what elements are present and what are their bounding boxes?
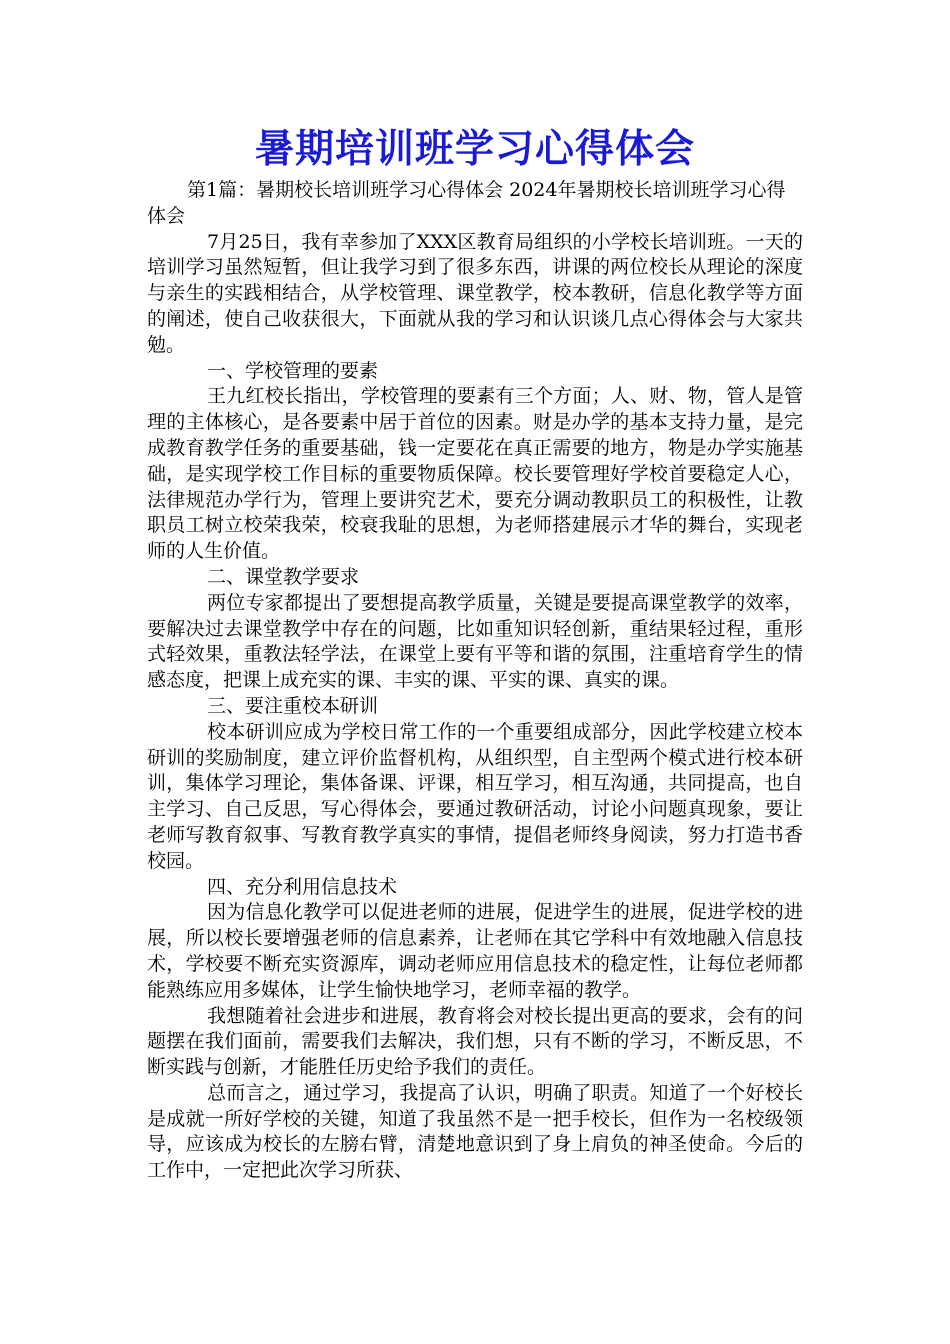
paragraph-section-3: 校本研训应成为学校日常工作的一个重要组成部分，因此学校建立校本研训的奖励制度，建立评价监督机构，从组织型，自主型两个模式进行校本研训，集体学习理论，集体备课、评课，相互学习，相互沟通，共同提高，也自主学习、自己反思，写心得体会，要通过教研活动，讨论小问题真现象，要让老师写教育叙事、写教育教学真实的事情，提倡老师终身阅读，努力打造书香校园。 bbox=[147, 720, 803, 872]
paragraph-conclusion: 总而言之，通过学习，我提高了认识，明确了职责。知道了一个好校长是成就一所好学校的关键，知道了我虽然不是一把手校长，但作为一名校级领导，应该成为校长的左膀右臂，清楚地意识到了身上肩负的神圣使命。今后的工作中，一定把此次学习所获、 bbox=[147, 1081, 803, 1182]
document-title: 暑期培训班学习心得体会 bbox=[254, 126, 695, 172]
section-heading-3: 三、要注重校本研训 bbox=[207, 694, 379, 717]
document-subtitle: 第1篇：暑期校长培训班学习心得体会 2024年暑期校长培训班学习心得体会 bbox=[147, 179, 786, 227]
section-heading-1: 一、学校管理的要素 bbox=[207, 359, 379, 382]
paragraph-section-1: 王九红校长指出，学校管理的要素有三个方面；人、财、物，管人是管理的主体核心，是各要素中居于首位的因素。财是办学的基本支持力量，是完成教育教学任务的重要基础，钱一定要花在真正需要的地方，物是办学实施基础，是实现学校工作目标的重要物质保障。校长要管理好学校首要稳定人心，法律规范办学行为，管理上要讲究艺术，要充分调动教职员工的积极性，让教职员工树立校荣我荣，校衰我耻的思想，为老师搭建展示才华的舞台，实现老师的人生价值。 bbox=[147, 385, 803, 563]
paragraph-section-2: 两位专家都提出了要想提高教学质量，关键是要提高课堂教学的效率，要解决过去课堂教学中存在的问题，比如重知识轻创新，重结果轻过程，重形式轻效果，重教法轻学法，在课堂上要有平等和谐的氛围，注重培育学生的情感态度，把课上成充实的课、丰实的课、平实的课、真实的课。 bbox=[147, 591, 803, 692]
paragraph-intro: 7月25日，我有幸参加了XXX区教育局组织的小学校长培训班。一天的培训学习虽然短暂，但让我学习到了很多东西，讲课的两位校长从理论的深度与亲生的实践相结合，从学校管理、课堂教学，校本教研，信息化教学等方面的阐述，使自己收获很大，下面就从我的学习和认识谈几点心得体会与大家共勉。 bbox=[147, 230, 803, 356]
paragraph-reflection: 我想随着社会进步和进展，教育将会对校长提出更高的要求，会有的问题摆在我们面前，需要我们去解决，我们想，只有不断的学习，不断反思，不断实践与创新，才能胜任历史给予我们的责任。 bbox=[147, 1004, 803, 1079]
document-page bbox=[147, 120, 803, 1184]
paragraph-section-4: 因为信息化教学可以促进老师的进展，促进学生的进展，促进学校的进展，所以校长要增强老师的信息素养，让老师在其它学科中有效地融入信息技术，学校要不断充实资源库，调动老师应用信息技术的稳定性，让每位老师都能熟练应用多媒体，让学生愉快地学习，老师幸福的教学。 bbox=[147, 901, 803, 1001]
section-heading-4: 四、充分利用信息技术 bbox=[207, 875, 398, 898]
section-heading-2: 二、课堂教学要求 bbox=[207, 565, 360, 588]
